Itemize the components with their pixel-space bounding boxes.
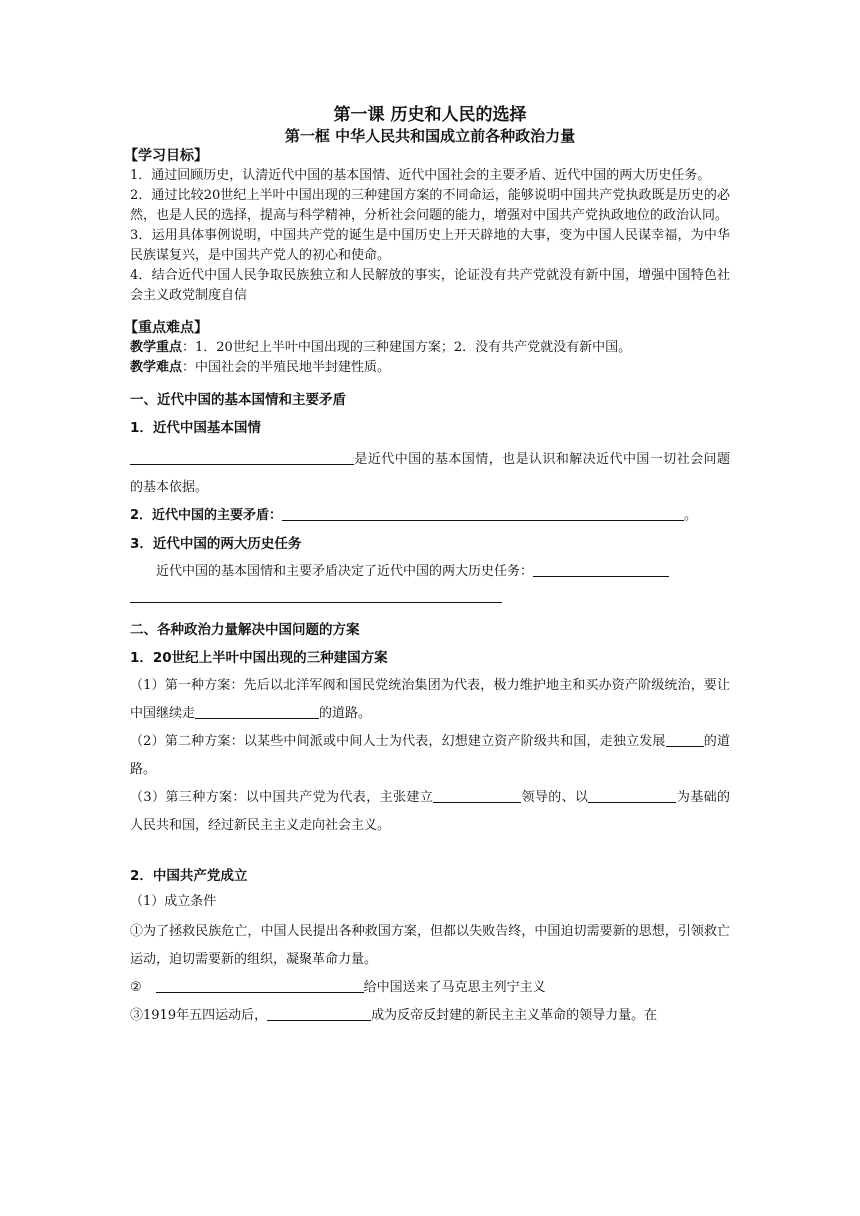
condition-1: ①为了拯救民族危亡，中国人民提出各种救国方案，但都以失败告终，中国迫切需要新的思想，引领救亡运动，迫切需要新的组织，凝聚革命力量。 (130, 924, 730, 967)
item2-end: 。 (684, 508, 698, 523)
plan2-text: （2）第二种方案：以某些中间派或中间人士为代表，幻想建立资产阶级共和国，走独立发展 (130, 734, 666, 749)
fill-blank[interactable] (533, 562, 669, 577)
focus-text: ：1．20世纪上半叶中国出现的三种建国方案；2．没有共产党就没有新中国。 (182, 340, 632, 355)
section2-item1-title: 1．20世纪上半叶中国出现的三种建国方案 (130, 650, 388, 666)
keypoints-heading: 【重点难点】 (124, 320, 208, 336)
item3-body: 近代中国的基本国情和主要矛盾决定了近代中国的两大历史任务： (156, 564, 534, 579)
section1-item3-text (130, 562, 730, 582)
fill-blank[interactable] (666, 732, 704, 747)
lesson-title: 第一课 历史和人民的选择 (333, 105, 527, 125)
section1-item3-title: 3．近代中国的两大历史任务 (130, 536, 302, 552)
cond2-marker: ② (130, 980, 142, 995)
fill-blank[interactable] (130, 588, 502, 603)
section1-item1-text (130, 446, 730, 502)
fill-blank[interactable] (433, 788, 521, 803)
focus-label: 教学重点 (130, 340, 183, 355)
condition-2 (130, 974, 730, 1002)
fill-blank[interactable] (282, 506, 684, 521)
goal-item-2: 2．通过比较20世纪上半叶中国出现的三种建国方案的不同命运，能够说明中国共产党执政既是历史的必然，也是人民的选择，提高与科学精神，分析社会问题的能力，增强对中国共产党执政地位的政治认同。 (130, 188, 730, 223)
section1-item1-title: 1．近代中国基本国情 (130, 420, 261, 436)
lesson-subtitle: 第一框 中华人民共和国成立前各种政治力量 (284, 127, 576, 145)
difficulty-label: 教学难点 (130, 360, 183, 375)
plan3-text: （3）第三种方案：以中国共产党为代表，主张建立 (130, 790, 434, 805)
plan-2 (130, 728, 730, 784)
section1-heading: 一、近代中国的基本国情和主要矛盾 (130, 392, 346, 408)
fill-blank[interactable] (267, 1006, 371, 1021)
goals-heading: 【学习目标】 (124, 148, 208, 164)
fill-blank[interactable] (195, 704, 319, 719)
fill-blank[interactable] (130, 450, 354, 465)
goal-item-1: 1．通过回顾历史，认清近代中国的基本国情、近代中国社会的主要矛盾、近代中国的两大历史任务。 (130, 168, 711, 183)
fill-blank[interactable] (588, 788, 676, 803)
plan1-text: （1）第一种方案：先后以北洋军阀和国民党统治集团为代表，极力维护地主和买办资产阶级统治，要让中国继续走 (130, 678, 730, 721)
plan3-end: 为基础的人民共和国，经过新民主主义走向社会主义。 (130, 790, 730, 833)
section1-item2-title: 2．近代中国的主要矛盾： (130, 508, 283, 523)
plan-3 (130, 784, 730, 840)
section2-item2-title: 2．中国共产党成立 (130, 868, 248, 884)
cond3-text: ③1919年五四运动后， (130, 1008, 268, 1023)
fill-blank[interactable] (156, 978, 364, 993)
cond3-end: 成为反帝反封建的新民主主义革命的领导力量。在 (371, 1008, 658, 1023)
item1-body: 是近代中国的基本国情，也是认识和解决近代中国一切社会问题的基本依据。 (130, 452, 730, 495)
focus-line (130, 338, 730, 358)
plan-1 (130, 672, 730, 728)
plan2-end: 的道路。 (130, 734, 730, 777)
difficulty-text: ：中国社会的半殖民地半封建性质。 (182, 360, 391, 375)
section1-item2 (130, 506, 730, 526)
document-page (124, 104, 730, 1030)
goal-item-3: 3．运用具体事例说明，中国共产党的诞生是中国历史上开天辟地的大事，变为中国人民谋幸福，为中华民族谋复兴，是中国共产党人的初心和使命。 (130, 228, 730, 263)
plan3-mid: 领导的、以 (521, 790, 589, 805)
section2-heading: 二、各种政治力量解决中国问题的方案 (130, 622, 360, 638)
plan1-end: 的道路。 (319, 706, 372, 721)
goal-item-4: 4．结合近代中国人民争取民族独立和人民解放的事实，论证没有共产党就没有新中国，增强中国特色社会主义政党制度自信 (130, 268, 730, 303)
section1-item3-line2 (130, 588, 730, 608)
condition-3 (130, 1002, 730, 1030)
conditions-title: （1）成立条件 (130, 894, 217, 909)
difficulty-line (130, 358, 730, 378)
cond2-text: 给中国送来了马克思主列宁主义 (363, 980, 546, 995)
